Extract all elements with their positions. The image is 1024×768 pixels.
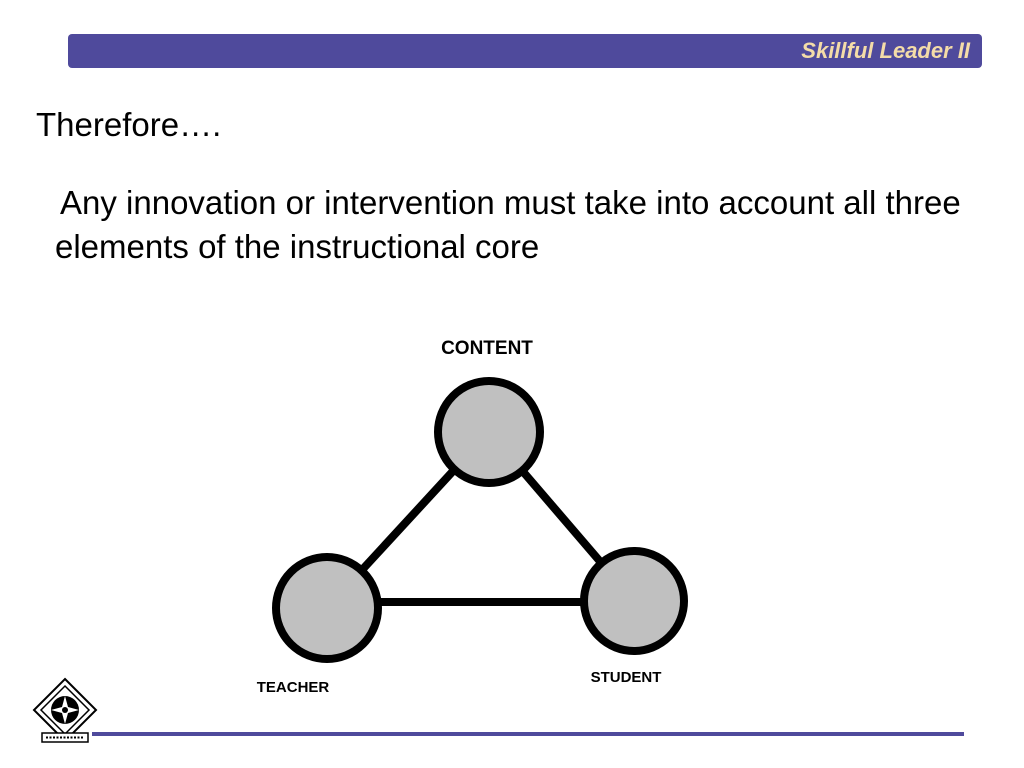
node-label-student: STUDENT: [590, 669, 662, 686]
node-content: [438, 381, 540, 483]
ready-about-consulting-logo-icon: [30, 676, 100, 746]
slide-heading: Therefore….: [36, 106, 222, 143]
slide-body-text: Any innovation or intervention must take into account all three elements of the instructional core: [55, 184, 961, 265]
header-title: Skillful Leader II: [801, 38, 970, 63]
node-label-teacher: TEACHER: [256, 679, 330, 696]
node-teacher: [276, 557, 378, 659]
footer-line: [92, 732, 964, 736]
node-label-content: CONTENT: [441, 338, 533, 359]
node-student: [584, 551, 684, 651]
